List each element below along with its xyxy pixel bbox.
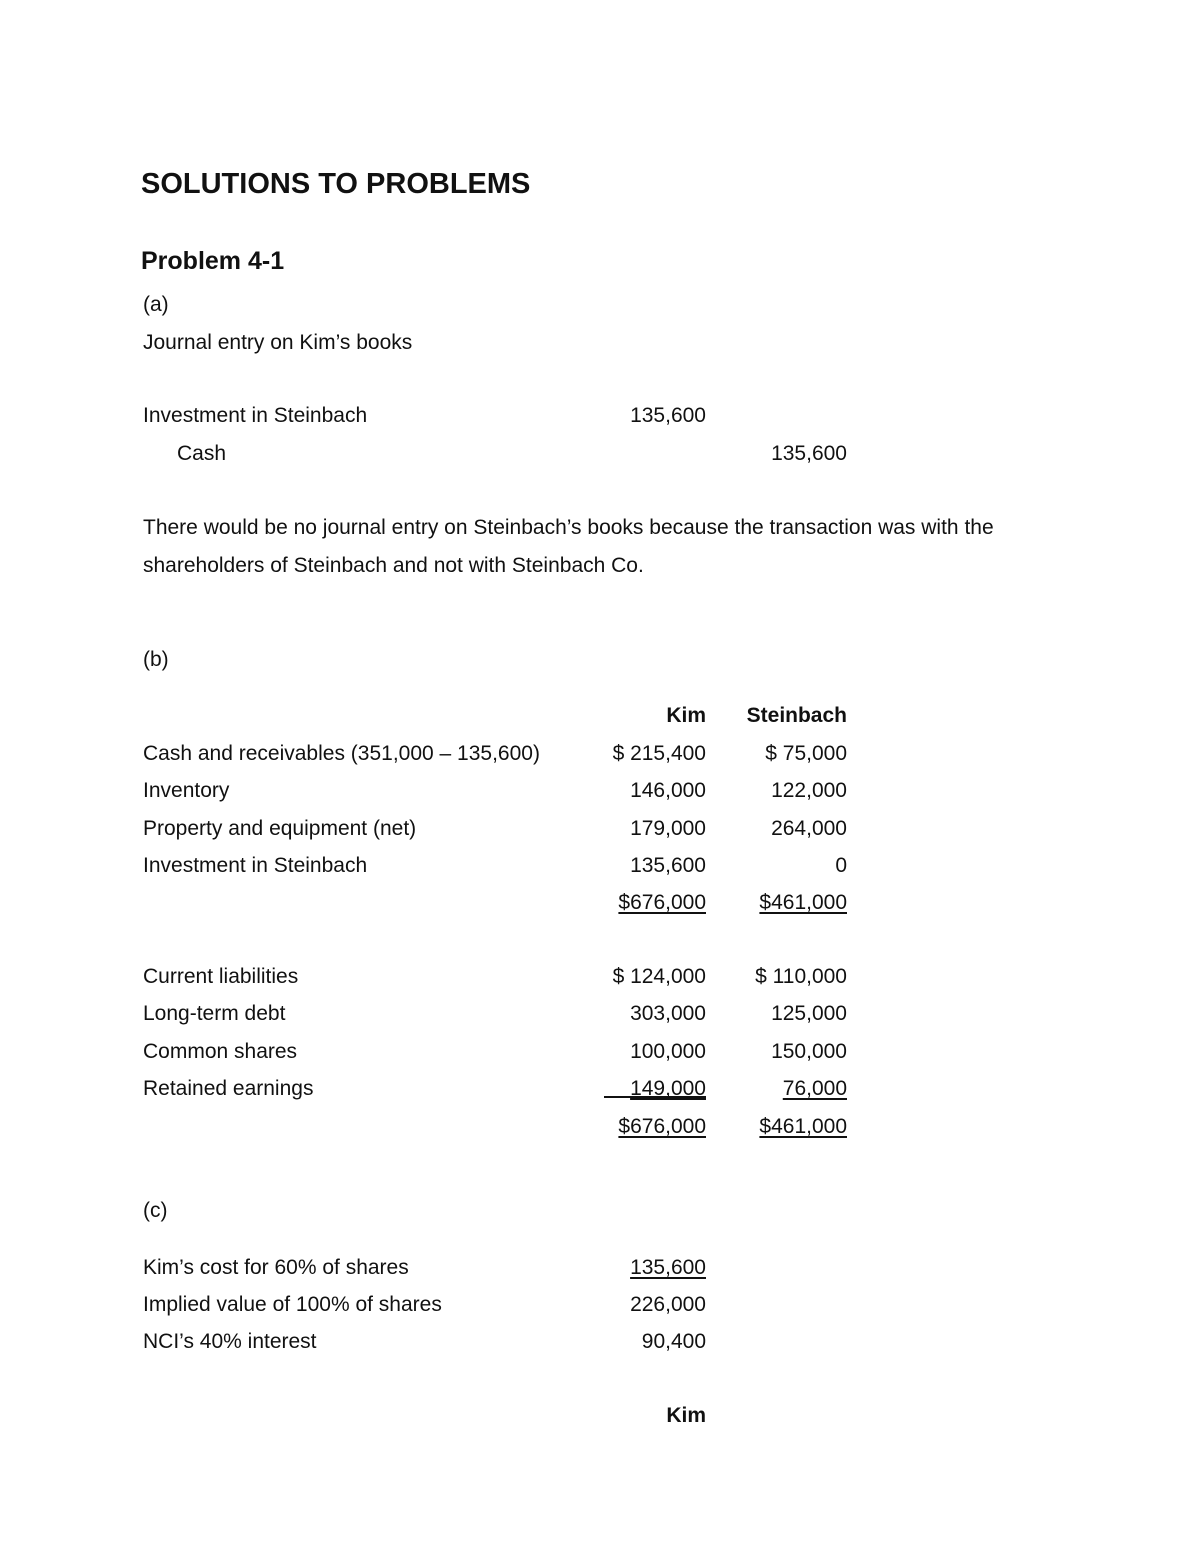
liability-row-label: Long-term debt bbox=[143, 1002, 286, 1025]
liability-row-steinbach: $ 110,000 bbox=[755, 965, 847, 988]
assets-total-steinbach: $461,000 bbox=[759, 891, 847, 914]
asset-row-kim: $ 215,400 bbox=[612, 742, 706, 765]
asset-row-steinbach: 0 bbox=[835, 854, 847, 877]
liability-row-label: Current liabilities bbox=[143, 965, 299, 988]
col-header-kim: Kim bbox=[666, 704, 706, 727]
asset-row-steinbach: 122,000 bbox=[771, 779, 847, 802]
debit-account: Investment in Steinbach bbox=[143, 404, 368, 427]
col-header-steinbach: Steinbach bbox=[746, 704, 847, 727]
part-a-label: (a) bbox=[143, 293, 169, 316]
part-c-row-value: 226,000 bbox=[630, 1293, 706, 1316]
liability-row-kim: 149,000 bbox=[630, 1077, 706, 1100]
debit-amount: 135,600 bbox=[630, 404, 706, 427]
liabilities-total-kim: $676,000 bbox=[618, 1115, 706, 1138]
part-a-intro: Journal entry on Kim’s books bbox=[143, 331, 413, 354]
asset-row-label: Cash and receivables (351,000 – 135,600) bbox=[143, 742, 540, 765]
part-c-col-header-kim: Kim bbox=[666, 1404, 706, 1427]
part-b-label: (b) bbox=[143, 648, 169, 671]
liability-row-label: Retained earnings bbox=[143, 1077, 314, 1100]
part-a-note-line1: There would be no journal entry on Steinbach’s books because the transaction was with the bbox=[143, 516, 994, 539]
asset-row-kim: 179,000 bbox=[630, 817, 706, 840]
part-a-note-line2: shareholders of Steinbach and not with Steinbach Co. bbox=[143, 554, 644, 577]
part-c-label: (c) bbox=[143, 1199, 168, 1222]
part-c-row-value: 90,400 bbox=[641, 1330, 706, 1353]
liability-row-steinbach: 76,000 bbox=[782, 1077, 847, 1100]
part-c-row-value: 135,600 bbox=[630, 1256, 706, 1279]
part-c-row-label: NCI’s 40% interest bbox=[143, 1330, 317, 1353]
page-heading: SOLUTIONS TO PROBLEMS bbox=[141, 168, 531, 200]
asset-row-label: Property and equipment (net) bbox=[143, 817, 417, 840]
assets-total-kim: $676,000 bbox=[618, 891, 706, 914]
liability-row-kim: 303,000 bbox=[630, 1002, 706, 1025]
asset-row-label: Investment in Steinbach bbox=[143, 854, 368, 877]
liability-row-kim: 100,000 bbox=[630, 1040, 706, 1063]
liability-row-label: Common shares bbox=[143, 1040, 298, 1063]
credit-account: Cash bbox=[177, 442, 227, 465]
asset-row-steinbach: 264,000 bbox=[771, 817, 847, 840]
problem-title: Problem 4-1 bbox=[141, 247, 285, 275]
underline-rule bbox=[604, 1096, 706, 1098]
part-c-row-label: Implied value of 100% of shares bbox=[143, 1293, 442, 1316]
asset-row-kim: 135,600 bbox=[630, 854, 706, 877]
liability-row-steinbach: 125,000 bbox=[771, 1002, 847, 1025]
liability-row-kim: $ 124,000 bbox=[612, 965, 706, 988]
asset-row-label: Inventory bbox=[143, 779, 230, 802]
liability-row-steinbach: 150,000 bbox=[771, 1040, 847, 1063]
asset-row-steinbach: $ 75,000 bbox=[765, 742, 847, 765]
asset-row-kim: 146,000 bbox=[630, 779, 706, 802]
credit-amount: 135,600 bbox=[771, 442, 847, 465]
liabilities-total-steinbach: $461,000 bbox=[759, 1115, 847, 1138]
part-c-row-label: Kim’s cost for 60% of shares bbox=[143, 1256, 409, 1279]
